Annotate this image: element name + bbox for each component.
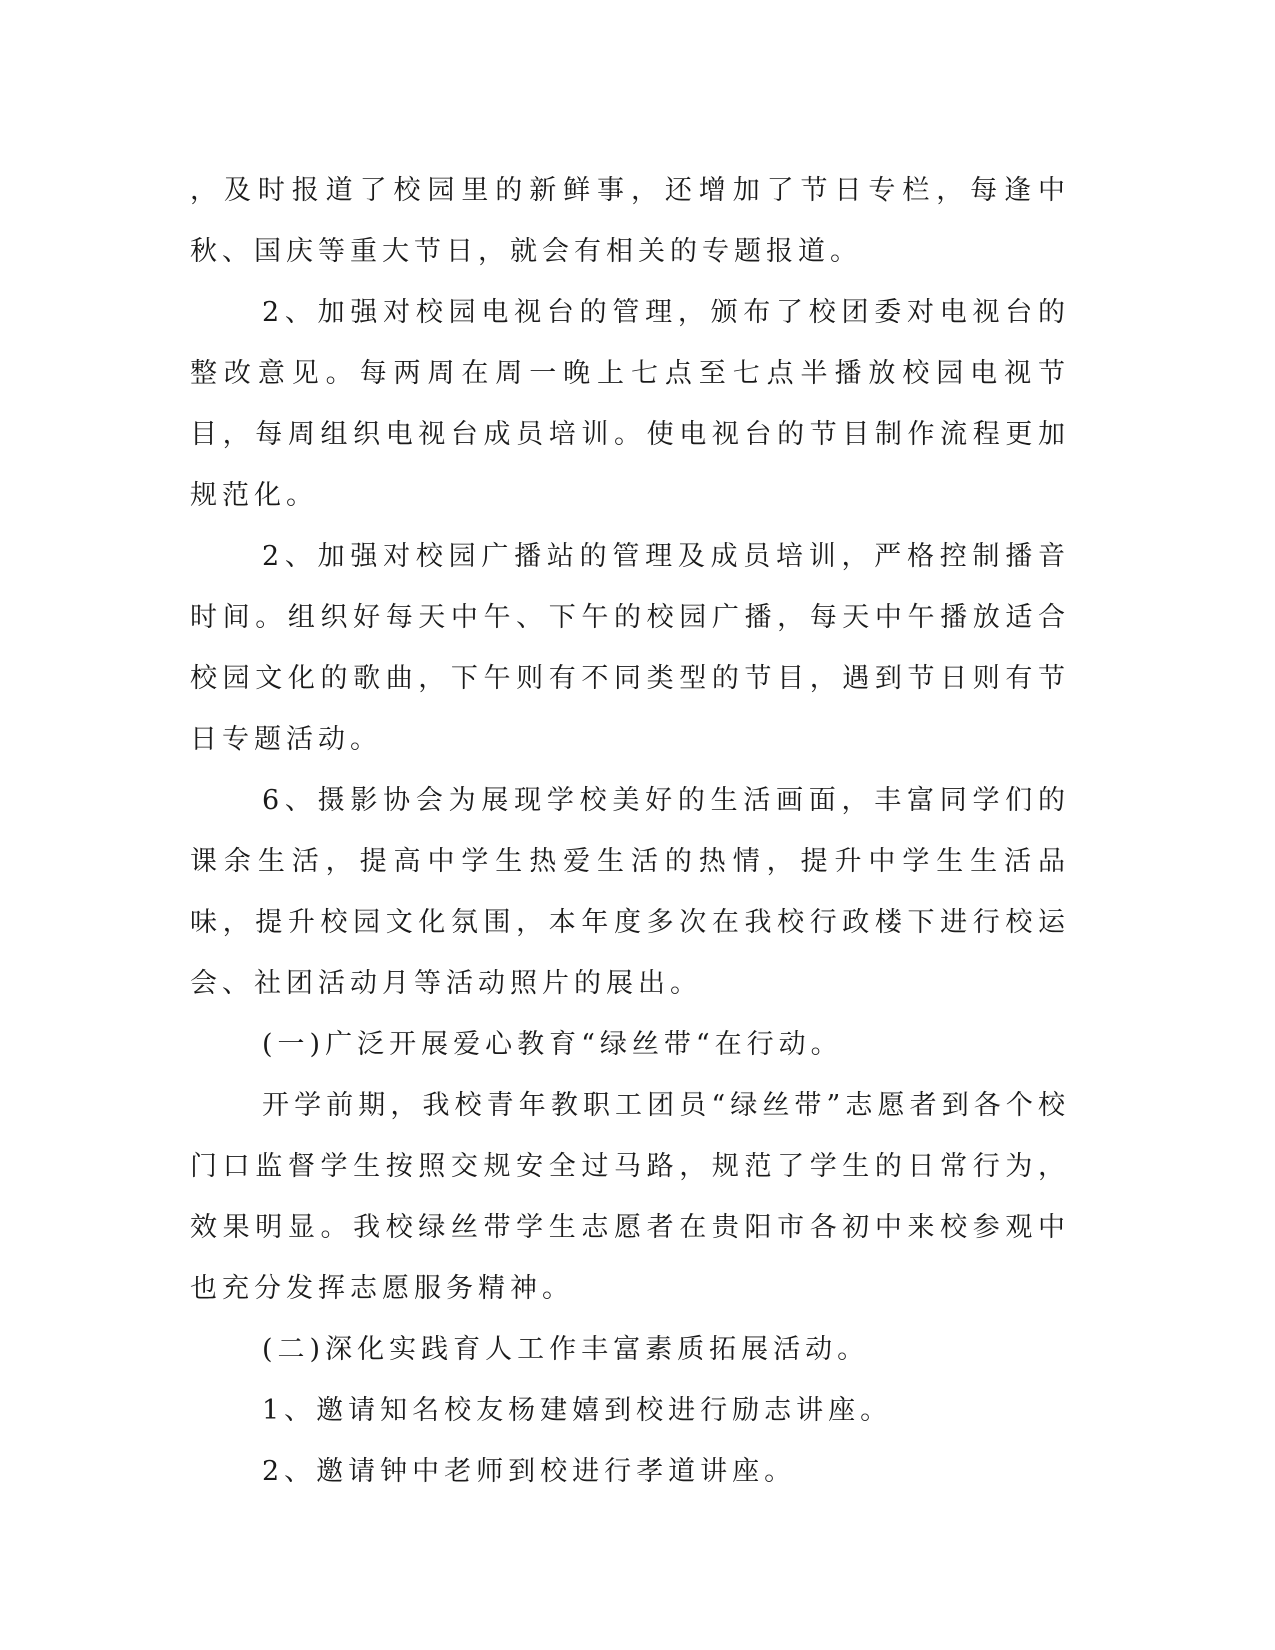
paragraph: 1、邀请知名校友杨建嬉到校进行励志讲座。 (262, 1395, 893, 1426)
section-heading: (一)广泛开展爱心教育“绿丝带“在行动。 (262, 1029, 843, 1060)
paragraph: 2、加强对校园广播站的管理及成员培训，严格控制播音时间。组织好每天中午、下午的校园广播，每天中午播放适合校园文化的歌曲，下午则有不同类型的节目，遇到节日则有节日专题活动。 (190, 541, 1070, 755)
paragraph: ，及时报道了校园里的新鲜事，还增加了节日专栏，每逢中秋、国庆等重大节日，就会有相关的专题报道。 (190, 175, 1070, 267)
paragraph: 开学前期，我校青年教职工团员“绿丝带”志愿者到各个校门口监督学生按照交规安全过马路，规范了学生的日常行为，效果明显。我校绿丝带学生志愿者在贵阳市各初中来校参观中也充分发挥志愿服务精神。 (190, 1090, 1070, 1304)
document-body (190, 160, 1070, 1502)
paragraph: 2、加强对校园电视台的管理，颁布了校团委对电视台的整改意见。每两周在周一晚上七点至七点半播放校园电视节目，每周组织电视台成员培训。使电视台的节目制作流程更加规范化。 (190, 297, 1070, 511)
paragraph: 2、邀请钟中老师到校进行孝道讲座。 (262, 1456, 797, 1487)
paragraph: 6、摄影协会为展现学校美好的生活画面，丰富同学们的课余生活，提高中学生热爱生活的热情，提升中学生生活品味，提升校园文化氛围，本年度多次在我校行政楼下进行校运会、社团活动月等活动照片的展出。 (190, 785, 1070, 999)
section-heading: (二)深化实践育人工作丰富素质拓展活动。 (262, 1334, 870, 1365)
